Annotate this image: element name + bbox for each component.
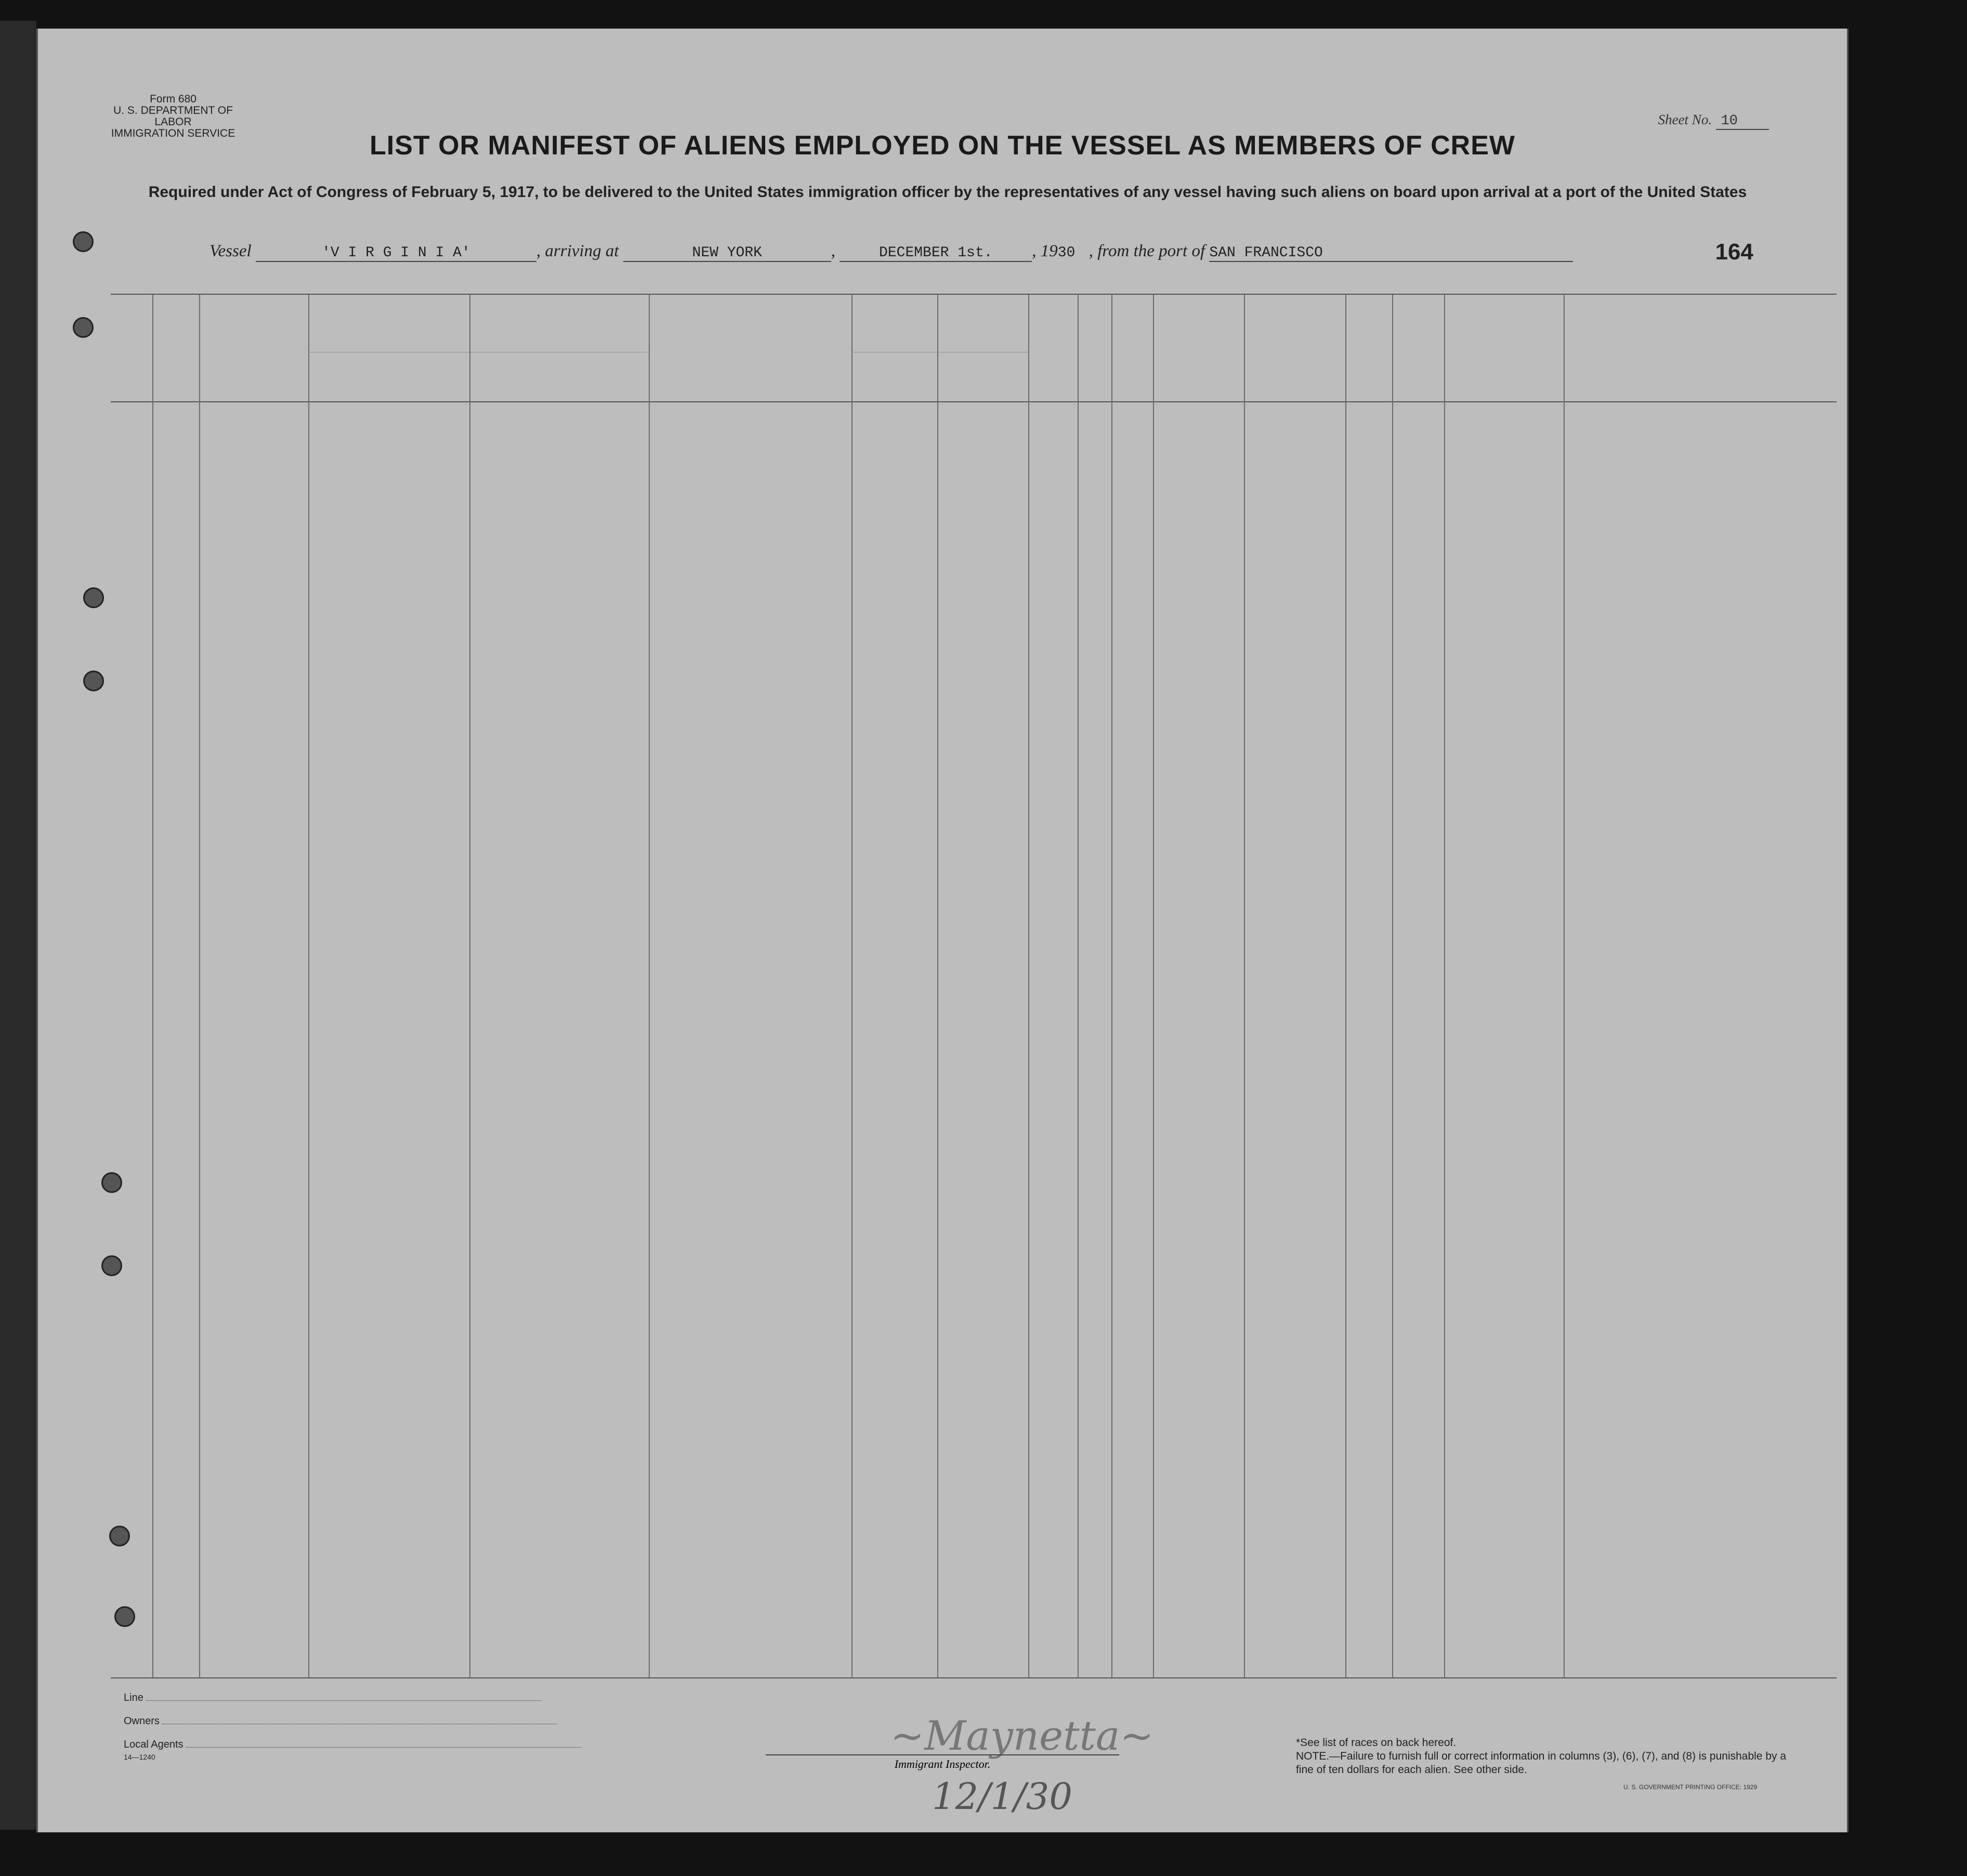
- punch-hole: [83, 587, 104, 608]
- column-divider: [851, 295, 853, 1677]
- punch-hole: [83, 671, 104, 691]
- column-divider: [1244, 295, 1245, 1677]
- footer-code: 14—1240: [124, 1753, 155, 1761]
- race-note: *See list of races on back hereof.: [1296, 1737, 1457, 1749]
- department-name: U. S. DEPARTMENT OF LABOR: [113, 104, 233, 128]
- footer-line-field: [124, 1692, 541, 1704]
- punch-hole: [73, 317, 94, 338]
- owners-label: Owners: [124, 1715, 160, 1727]
- page-number: 164: [1715, 239, 1753, 265]
- column-divider: [1345, 295, 1346, 1677]
- inspector-label: Immigrant Inspector.: [766, 1754, 1119, 1771]
- column-divider: [199, 295, 200, 1677]
- departure-port: SAN FRANCISCO: [1209, 245, 1573, 262]
- manifest-sheet: [36, 29, 1848, 1832]
- column-divider: [1028, 295, 1029, 1677]
- document-subtitle: Required under Act of Congress of February 5, 1917, to be delivered to the United States immigration officer by the representatives of any vessel having such aliens on board upon arrival at a port of the United States: [148, 183, 1747, 201]
- punch-hole: [101, 1172, 122, 1193]
- sheet-number-label: Sheet No.: [1658, 112, 1712, 127]
- footer-note: [1296, 1736, 1805, 1777]
- punch-hole: [109, 1526, 130, 1546]
- punch-hole: [114, 1606, 135, 1627]
- sheet-number: [1658, 112, 1769, 129]
- column-divider: [1392, 295, 1393, 1677]
- document-title: LIST OR MANIFEST OF ALIENS EMPLOYED ON THE VESSEL AS MEMBERS OF CREW: [370, 130, 1515, 161]
- vessel-name: 'V I R G I N I A': [256, 245, 536, 262]
- arriving-label: , arriving at: [536, 242, 619, 260]
- vessel-label: Vessel: [209, 242, 252, 260]
- arrival-date: DECEMBER 1st.: [840, 245, 1032, 262]
- punch-hole: [73, 231, 94, 252]
- agents-label: Local Agents: [124, 1739, 183, 1750]
- column-divider: [1153, 295, 1154, 1677]
- column-divider: [1078, 295, 1079, 1677]
- column-divider: [937, 295, 938, 1677]
- sheet-number-value: 10: [1716, 113, 1769, 130]
- form-number: Form 680: [150, 93, 196, 105]
- punch-hole: [101, 1255, 122, 1276]
- footer-owners-field: [124, 1715, 557, 1727]
- inspector-signature: ~Maynetta~: [890, 1713, 1154, 1760]
- column-divider: [308, 295, 309, 1677]
- column-divider: [1564, 295, 1565, 1677]
- inspector-date: 12/1/30: [932, 1775, 1072, 1818]
- line-label: Line: [124, 1692, 143, 1703]
- column-divider: [1111, 295, 1112, 1677]
- year-prefix: , 19: [1032, 242, 1058, 260]
- agents-blank: [186, 1747, 581, 1748]
- arrival-port: NEW YORK: [623, 245, 831, 262]
- arrival-year: 30: [1057, 245, 1076, 261]
- line-blank: [146, 1700, 541, 1701]
- column-divider: [649, 295, 650, 1677]
- header-divider: [111, 401, 1837, 402]
- penalty-note: NOTE.—Failure to furnish full or correct information in columns (3), (6), (7), and (8) is punishable by a fine of ten dollars for each alien. See other side.: [1296, 1750, 1787, 1776]
- page-edge-shadow: [0, 21, 36, 1830]
- footer-agents-field: [124, 1739, 581, 1763]
- column-divider: [152, 295, 153, 1677]
- from-label: , from the port of: [1089, 242, 1205, 260]
- printer-credit: U. S. GOVERNMENT PRINTING OFFICE: 1929: [1623, 1783, 1758, 1791]
- voyage-line: Vessel 'V I R G I N I A' , arriving at NEW YORK , DECEMBER 1st. , 1930 , from the port of SAN FRANCISCO: [209, 242, 1717, 262]
- column-divider: [1444, 295, 1445, 1677]
- crew-manifest-table: [111, 294, 1837, 1678]
- service-name: IMMIGRATION SERVICE: [111, 127, 235, 139]
